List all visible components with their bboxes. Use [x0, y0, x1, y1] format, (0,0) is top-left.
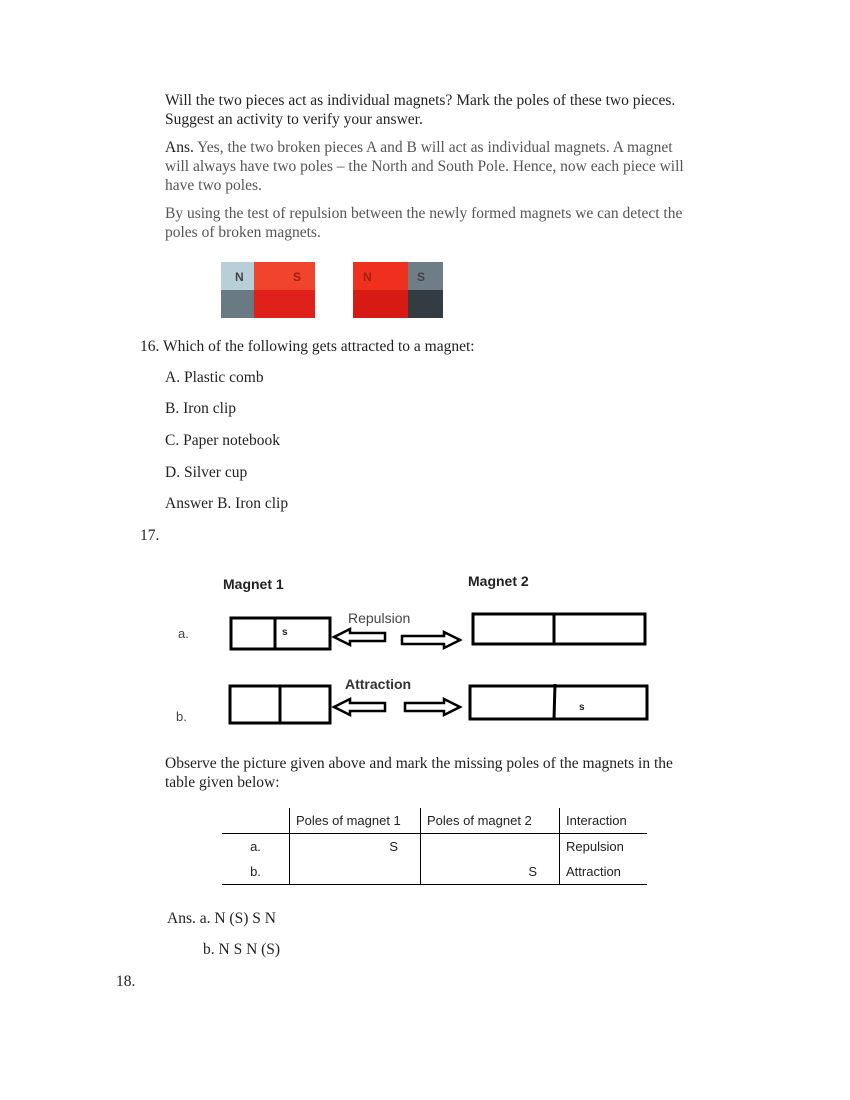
right-arrow-icon — [402, 632, 460, 648]
table-header: Interaction — [566, 813, 627, 828]
q16-answer: Answer B. Iron clip — [165, 495, 289, 512]
q16-option: C. Paper notebook — [165, 432, 280, 449]
q18-number: 18. — [116, 973, 136, 990]
q17-instruction: Observe the picture given above and mark the missing poles of the magnets in the — [165, 755, 673, 772]
poles-table — [222, 808, 647, 885]
q15-answer-line: will always have two poles – the North and South Pole. Hence, now each piece will — [165, 158, 684, 175]
ans-label: Ans. — [165, 139, 194, 156]
magnet2-a — [473, 614, 645, 644]
magnet2-b — [470, 686, 647, 719]
attraction-label: Attraction — [345, 676, 412, 692]
table-header-row — [222, 808, 647, 834]
left-arrow-icon — [334, 629, 385, 645]
q16-option: D. Silver cup — [165, 464, 248, 481]
magnet2-label: Magnet 2 — [468, 573, 529, 589]
row-a-label: a. — [178, 626, 189, 641]
magnet1-a — [231, 618, 330, 649]
pole-label: S — [417, 270, 426, 284]
q16-option: A. Plastic comb — [165, 369, 264, 386]
q15-question-line: Will the two pieces act as individual magnets? Mark the poles of these two pieces. — [165, 92, 676, 109]
repulsion-label: Repulsion — [348, 610, 411, 626]
q16-question: 16. Which of the following gets attracted to a magnet: — [140, 338, 475, 355]
q15-activity-line: By using the test of repulsion between the newly formed magnets we can detect the — [165, 205, 683, 222]
pole-label: S — [293, 270, 302, 284]
table-header: Poles of magnet 1 — [290, 808, 421, 834]
q17-instruction: table given below: — [165, 774, 280, 791]
right-arrow-icon — [405, 699, 460, 715]
q15-question-line: Suggest an activity to verify your answer. — [165, 111, 423, 128]
pole-label: N — [235, 270, 244, 284]
pole-label: N — [363, 270, 372, 284]
table-row: b. S Attraction — [222, 859, 647, 885]
q15-answer-line: Ans. Yes, the two broken pieces A and B will act as individual magnets. A magnet — [165, 139, 673, 156]
q16-option: B. Iron clip — [165, 400, 237, 417]
pole-s-label: s — [282, 627, 288, 638]
magnet1-label: Magnet 1 — [223, 576, 284, 592]
left-arrow-icon — [334, 699, 385, 715]
q17-answer: Ans. a. N (S) S N — [167, 910, 276, 927]
table-row: a. S Repulsion — [222, 834, 647, 860]
q17-number: 17. — [140, 527, 160, 544]
q17-answer: b. N S N (S) — [203, 941, 281, 958]
q15-answer-line: have two poles. — [165, 177, 262, 194]
table-header: Poles of magnet 2 — [421, 808, 560, 834]
q15-activity-line: poles of broken magnets. — [165, 224, 321, 241]
pole-s-label: s — [579, 702, 585, 713]
row-b-label: b. — [176, 709, 187, 724]
